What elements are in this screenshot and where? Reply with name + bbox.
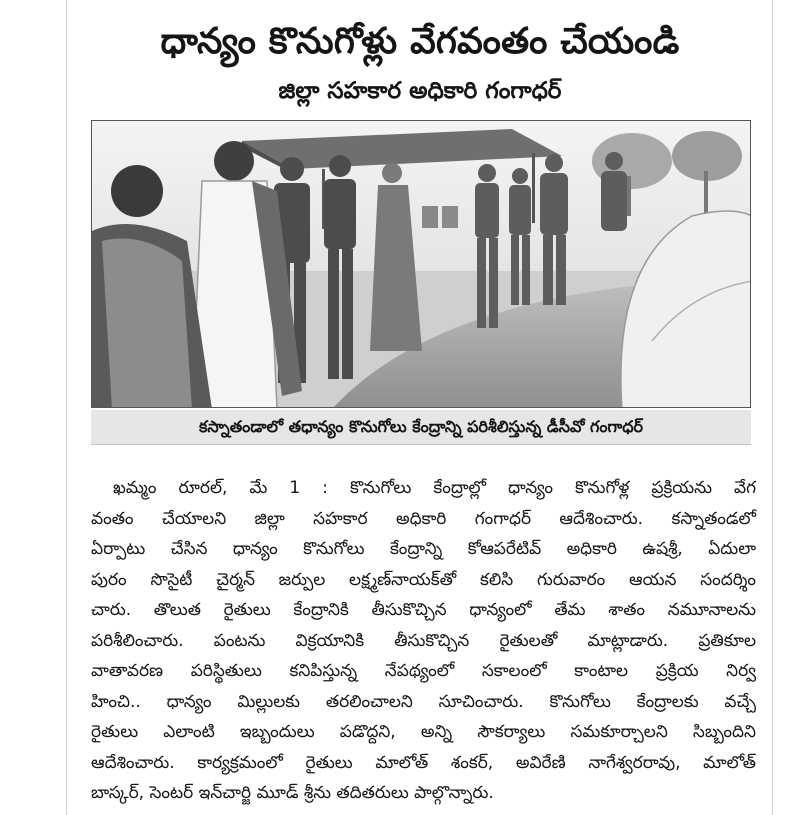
body-line: ఏర్పాటు చేసిన ధాన్యం కొనుగోలు కేంద్రాన్ని కోఆపరేటివ్ అధికారి ఉషశ్రీ, ఏదులా — [91, 539, 756, 559]
column-rule-left — [66, 0, 67, 815]
news-photo — [91, 120, 751, 408]
article-body — [91, 473, 756, 809]
headline: ధాన్యం కొనుగోళ్లు వేగవంతం చేయండి — [160, 21, 680, 62]
photo-caption-band — [91, 410, 751, 445]
body-line: రైతులు ఎలాంటి ఇబ్బందులు పడొద్దని, అన్ని సౌకర్యాలు సమకూర్చాలని సిబ్బందిని — [91, 722, 756, 742]
body-line: ఆదేశించారు. కార్యక్రమంలో రైతులు మాలోత్ శంకర్, అవిరేణి నాగేశ్వరరావు, మాలోత్ — [91, 752, 756, 773]
column-rule-right — [772, 0, 773, 815]
subheadline: జిల్లా సహకార అధికారి గంగాధర్ — [278, 78, 562, 104]
news-photo-illustration — [92, 121, 751, 408]
photo-caption: కస్నాతండాలో తధాన్యం కొనుగోలు కేంద్రాన్ని పరిశీలిస్తున్న డీసీవో గంగాధర్ — [199, 417, 643, 436]
body-line: బాస్కర్, సెంటర్ ఇన్‌చార్జి మూడ్ శ్రీను తదితరులు పాల్గొన్నారు. — [91, 783, 494, 803]
body-line: వంతం చేయాలని జిల్లా సహకార అధికారి గంగాధర్ ఆదేశించారు. కస్నాతండలో — [91, 508, 756, 529]
body-line: వాతావరణ పరిస్థితులు కనిపిస్తున్న నేపథ్యంలో సకాలంలో కాంటాల ప్రక్రియ నిర్వ — [91, 661, 756, 681]
body-line: ఖమ్మం రూరల్, మే 1 : కొనుగోలు కేంద్రాల్లో ధాన్యం కొనుగోళ్ల ప్రక్రియను వేగ — [113, 478, 756, 498]
body-line: పరిశీలించారు. పంటను విక్రయానికి తీసుకొచ్చిన రైతులతో మాట్లాడారు. ప్రతికూల — [91, 630, 756, 651]
body-line: చారు. తొలుత రైతులు కేంద్రానికి తీసుకొచ్చిన ధాన్యంలో తేమ శాతం నమూనాలను — [91, 600, 756, 620]
body-line: పురం సొసైటీ చైర్మన్ జర్పుల లక్ష్మణ్‌నాయక్‌తో కలిసి గురువారం ఆయన సందర్శిం — [91, 569, 756, 590]
body-line: హించి.. ధాన్యం మిల్లులకు తరలించాలని సూచించారు. కొనుగోలు కేంద్రాలకు వచ్చే — [91, 691, 756, 712]
